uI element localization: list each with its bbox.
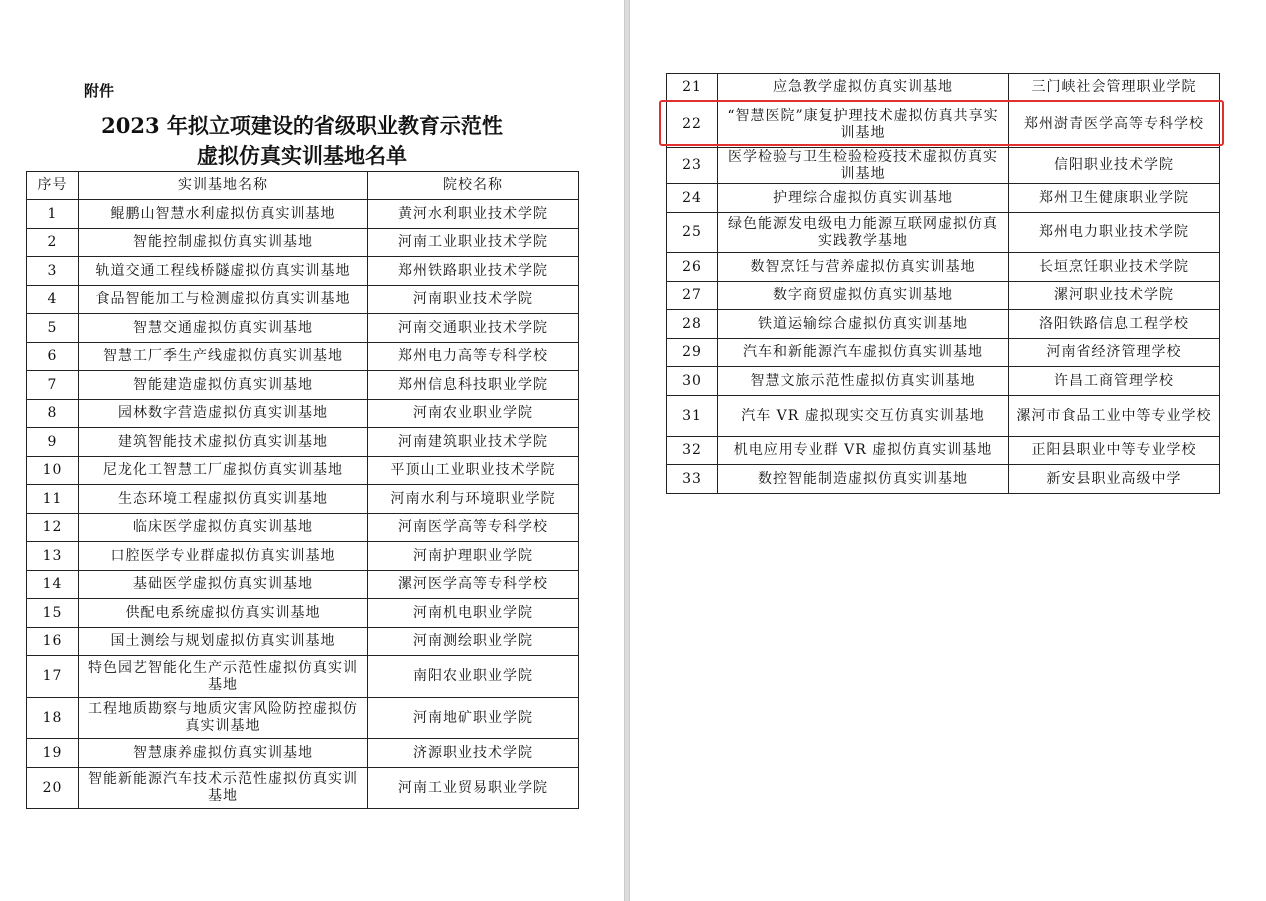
base-list-table-right	[666, 73, 1220, 494]
cell-no: 3	[27, 257, 79, 286]
attachment-label: 附件	[84, 82, 115, 100]
cell-base-name: 机电应用专业群 VR 虚拟仿真实训基地	[718, 437, 1009, 465]
cell-no: 20	[27, 768, 79, 809]
table-row	[27, 314, 579, 343]
cell-school-name: 河南机电职业学院	[368, 599, 579, 628]
table-row	[27, 400, 579, 428]
cell-no: 14	[27, 571, 79, 599]
cell-school-name: 郑州澍青医学高等专科学校	[1009, 102, 1220, 148]
cell-no: 17	[27, 656, 79, 698]
cell-school-name: 三门峡社会管理职业学院	[1009, 74, 1220, 102]
cell-no: 4	[27, 286, 79, 314]
cell-school-name: 河南医学高等专科学校	[368, 514, 579, 542]
table-row	[27, 343, 579, 371]
cell-base-name: 数控智能制造虚拟仿真实训基地	[718, 465, 1009, 494]
table-row	[27, 542, 579, 571]
cell-school-name: 郑州电力职业技术学院	[1009, 213, 1220, 253]
cell-no: 32	[667, 437, 718, 465]
table-row	[27, 739, 579, 768]
cell-school-name: 南阳农业职业学院	[368, 656, 579, 698]
table-row	[27, 200, 579, 229]
cell-no: 22	[667, 102, 718, 148]
base-list-table-left	[26, 171, 579, 809]
table-row	[27, 428, 579, 457]
cell-base-name: 数智烹饪与营养虚拟仿真实训基地	[718, 253, 1009, 282]
cell-base-name: 鲲鹏山智慧水利虚拟仿真实训基地	[79, 200, 368, 229]
cell-no: 2	[27, 229, 79, 257]
cell-base-name: 食品智能加工与检测虚拟仿真实训基地	[79, 286, 368, 314]
cell-school-name: 正阳县职业中等专业学校	[1009, 437, 1220, 465]
cell-school-name: 郑州铁路职业技术学院	[368, 257, 579, 286]
cell-no: 15	[27, 599, 79, 628]
cell-no: 9	[27, 428, 79, 457]
cell-no: 33	[667, 465, 718, 494]
table-row	[27, 257, 579, 286]
cell-no: 6	[27, 343, 79, 371]
cell-base-name: 智慧文旅示范性虚拟仿真实训基地	[718, 367, 1009, 396]
cell-school-name: 河南工业贸易职业学院	[368, 768, 579, 809]
table-row	[667, 465, 1220, 494]
cell-school-name: 河南工业职业技术学院	[368, 229, 579, 257]
cell-base-name: 生态环境工程虚拟仿真实训基地	[79, 485, 368, 514]
cell-base-name: 数字商贸虚拟仿真实训基地	[718, 282, 1009, 310]
table-row	[27, 457, 579, 485]
table-row	[667, 437, 1220, 465]
cell-base-name: 应急教学虚拟仿真实训基地	[718, 74, 1009, 102]
cell-base-name: 智慧康养虚拟仿真实训基地	[79, 739, 368, 768]
cell-no: 18	[27, 698, 79, 739]
table-row	[27, 628, 579, 656]
table-row	[27, 514, 579, 542]
cell-school-name: 河南交通职业技术学院	[368, 314, 579, 343]
cell-base-name: 智能新能源汽车技术示范性虚拟仿真实训基地	[79, 768, 368, 809]
table-row	[27, 286, 579, 314]
cell-no: 10	[27, 457, 79, 485]
cell-base-name: 智慧交通虚拟仿真实训基地	[79, 314, 368, 343]
cell-base-name: 国土测绘与规划虚拟仿真实训基地	[79, 628, 368, 656]
cell-no: 8	[27, 400, 79, 428]
cell-no: 21	[667, 74, 718, 102]
cell-no: 27	[667, 282, 718, 310]
cell-school-name: 河南职业技术学院	[368, 286, 579, 314]
cell-school-name: 黄河水利职业技术学院	[368, 200, 579, 229]
cell-school-name: 许昌工商管理学校	[1009, 367, 1220, 396]
table-row	[27, 229, 579, 257]
table-row	[27, 371, 579, 400]
cell-base-name: 临床医学虚拟仿真实训基地	[79, 514, 368, 542]
cell-base-name: “智慧医院”康复护理技术虚拟仿真共享实训基地	[718, 102, 1009, 148]
table-row	[667, 184, 1220, 213]
table-row	[667, 282, 1220, 310]
table-row	[27, 485, 579, 514]
cell-no: 25	[667, 213, 718, 253]
cell-no: 28	[667, 310, 718, 339]
cell-school-name: 河南农业职业学院	[368, 400, 579, 428]
cell-base-name: 汽车 VR 虚拟现实交互仿真实训基地	[718, 396, 1009, 437]
table-row	[667, 74, 1220, 102]
cell-no: 26	[667, 253, 718, 282]
cell-base-name: 绿色能源发电级电力能源互联网虚拟仿真实践教学基地	[718, 213, 1009, 253]
header-base-name: 实训基地名称	[79, 172, 368, 200]
cell-school-name: 河南测绘职业学院	[368, 628, 579, 656]
cell-base-name: 智慧工厂季生产线虚拟仿真实训基地	[79, 343, 368, 371]
cell-school-name: 河南地矿职业学院	[368, 698, 579, 739]
cell-base-name: 智能建造虚拟仿真实训基地	[79, 371, 368, 400]
table-row	[667, 367, 1220, 396]
cell-school-name: 信阳职业技术学院	[1009, 148, 1220, 184]
cell-base-name: 工程地质勘察与地质灾害风险防控虚拟仿真实训基地	[79, 698, 368, 739]
cell-school-name: 济源职业技术学院	[368, 739, 579, 768]
table-row	[27, 599, 579, 628]
table-row	[667, 310, 1220, 339]
cell-base-name: 供配电系统虚拟仿真实训基地	[79, 599, 368, 628]
cell-school-name: 漯河职业技术学院	[1009, 282, 1220, 310]
cell-base-name: 护理综合虚拟仿真实训基地	[718, 184, 1009, 213]
cell-no: 1	[27, 200, 79, 229]
cell-no: 23	[667, 148, 718, 184]
table-header-row	[27, 172, 579, 200]
cell-school-name: 漯河医学高等专科学校	[368, 571, 579, 599]
cell-base-name: 口腔医学专业群虚拟仿真实训基地	[79, 542, 368, 571]
table-row	[27, 571, 579, 599]
cell-school-name: 郑州信息科技职业学院	[368, 371, 579, 400]
table-row	[667, 253, 1220, 282]
table-row	[27, 698, 579, 739]
cell-no: 24	[667, 184, 718, 213]
cell-base-name: 铁道运输综合虚拟仿真实训基地	[718, 310, 1009, 339]
cell-school-name: 洛阳铁路信息工程学校	[1009, 310, 1220, 339]
cell-school-name: 河南建筑职业技术学院	[368, 428, 579, 457]
document-title-line1: 2023 年拟立项建设的省级职业教育示范性	[101, 113, 503, 138]
cell-no: 13	[27, 542, 79, 571]
cell-school-name: 河南省经济管理学校	[1009, 339, 1220, 367]
cell-school-name: 漯河市食品工业中等专业学校	[1009, 396, 1220, 437]
cell-no: 12	[27, 514, 79, 542]
cell-school-name: 平顶山工业职业技术学院	[368, 457, 579, 485]
cell-no: 30	[667, 367, 718, 396]
cell-no: 29	[667, 339, 718, 367]
table-row	[667, 148, 1220, 184]
cell-school-name: 河南水利与环境职业学院	[368, 485, 579, 514]
table-row	[667, 102, 1220, 148]
cell-no: 31	[667, 396, 718, 437]
table-row	[27, 768, 579, 809]
cell-base-name: 汽车和新能源汽车虚拟仿真实训基地	[718, 339, 1009, 367]
header-school-name: 院校名称	[368, 172, 579, 200]
cell-base-name: 建筑智能技术虚拟仿真实训基地	[79, 428, 368, 457]
table-row	[667, 339, 1220, 367]
table-row	[667, 396, 1220, 437]
cell-school-name: 郑州电力高等专科学校	[368, 343, 579, 371]
cell-no: 19	[27, 739, 79, 768]
cell-base-name: 基础医学虚拟仿真实训基地	[79, 571, 368, 599]
header-no: 序号	[27, 172, 79, 200]
cell-no: 16	[27, 628, 79, 656]
table-row	[667, 213, 1220, 253]
document-title-line2: 虚拟仿真实训基地名单	[197, 143, 407, 168]
cell-no: 11	[27, 485, 79, 514]
cell-no: 5	[27, 314, 79, 343]
cell-base-name: 尼龙化工智慧工厂虚拟仿真实训基地	[79, 457, 368, 485]
cell-school-name: 新安县职业高级中学	[1009, 465, 1220, 494]
cell-base-name: 园林数字营造虚拟仿真实训基地	[79, 400, 368, 428]
cell-base-name: 特色园艺智能化生产示范性虚拟仿真实训基地	[79, 656, 368, 698]
cell-base-name: 医学检验与卫生检验检疫技术虚拟仿真实训基地	[718, 148, 1009, 184]
cell-no: 7	[27, 371, 79, 400]
cell-base-name: 轨道交通工程线桥隧虚拟仿真实训基地	[79, 257, 368, 286]
cell-school-name: 河南护理职业学院	[368, 542, 579, 571]
cell-school-name: 郑州卫生健康职业学院	[1009, 184, 1220, 213]
table-row	[27, 656, 579, 698]
cell-base-name: 智能控制虚拟仿真实训基地	[79, 229, 368, 257]
cell-school-name: 长垣烹饪职业技术学院	[1009, 253, 1220, 282]
